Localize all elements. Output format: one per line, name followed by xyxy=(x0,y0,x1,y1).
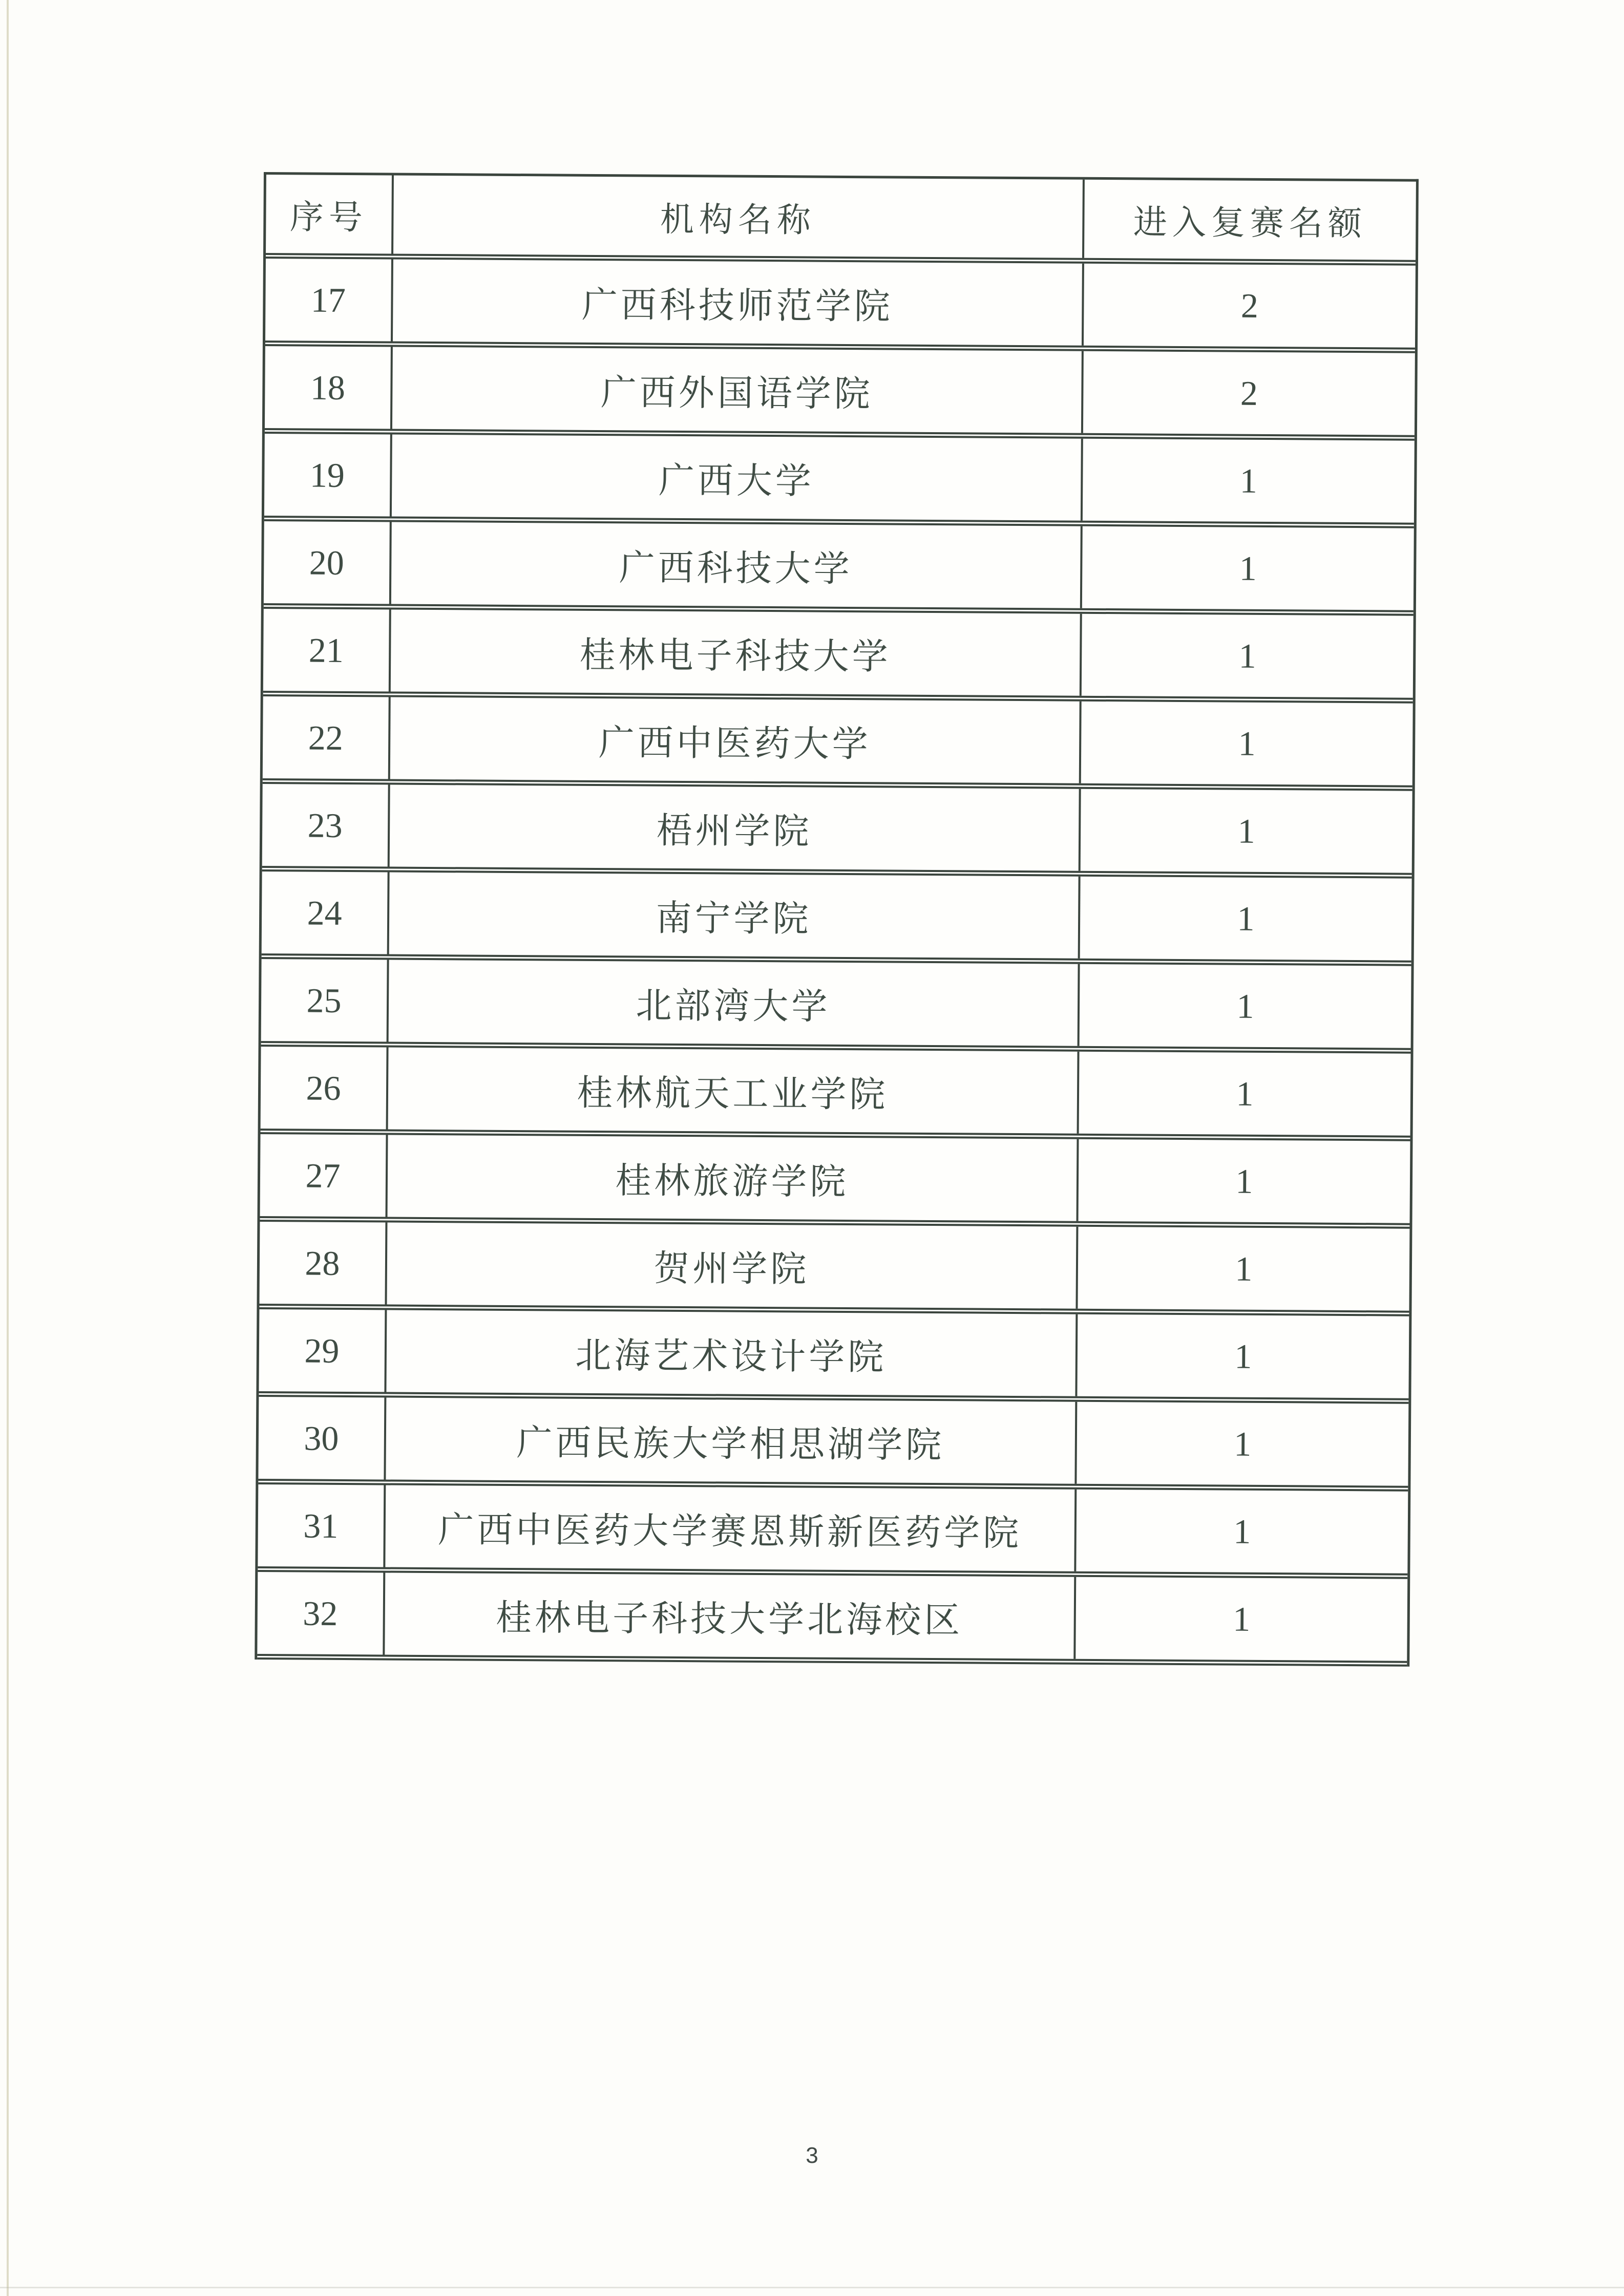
cell-quota: 1 xyxy=(1232,1599,1251,1639)
cell-quota: 2 xyxy=(1240,286,1259,325)
table-row xyxy=(265,259,1416,353)
cell-quota: 1 xyxy=(1234,1424,1252,1463)
scan-edge-artifact-bottom xyxy=(0,2287,1624,2288)
cell-name: 广西科技师范学院 xyxy=(393,260,1084,346)
cell-name: 桂林旅游学院 xyxy=(387,1135,1079,1221)
cell-name: 广西中医药大学赛恩斯新医药学院 xyxy=(385,1485,1077,1571)
table-row xyxy=(263,696,1413,791)
table-row xyxy=(261,1047,1411,1141)
page-number: 3 xyxy=(806,2143,818,2168)
cell-no: 28 xyxy=(259,1222,387,1305)
cell-name: 广西外国语学院 xyxy=(392,347,1084,433)
cell-quota: 2 xyxy=(1240,373,1258,413)
cell-quota: 1 xyxy=(1237,811,1255,851)
cell-quota: 1 xyxy=(1238,724,1256,763)
cell-quota: 1 xyxy=(1237,899,1255,938)
header-cell-name: 机构名称 xyxy=(393,176,1085,258)
table-row xyxy=(264,434,1415,528)
table-row xyxy=(257,1572,1407,1667)
cell-no: 26 xyxy=(261,1047,389,1130)
cell-name: 贺州学院 xyxy=(387,1223,1078,1309)
cell-name: 广西中医药大学 xyxy=(390,697,1082,783)
cell-quota: 1 xyxy=(1234,1336,1252,1376)
cell-no: 17 xyxy=(265,259,393,342)
table-row xyxy=(260,1134,1410,1229)
cell-no: 25 xyxy=(261,959,389,1042)
table-body xyxy=(257,259,1416,1667)
table-row xyxy=(258,1484,1408,1579)
scan-edge-artifact-left xyxy=(7,0,9,2296)
cell-no: 31 xyxy=(258,1484,386,1567)
header-cell-quota: 进入复赛名额 xyxy=(1133,204,1367,243)
cell-no: 32 xyxy=(257,1572,385,1655)
table-row xyxy=(259,1222,1409,1316)
cell-quota: 1 xyxy=(1236,986,1254,1026)
cell-quota: 1 xyxy=(1236,1074,1254,1113)
table-header-row xyxy=(266,175,1416,266)
cell-no: 24 xyxy=(262,871,390,954)
cell-name: 北海艺术设计学院 xyxy=(386,1310,1078,1396)
cell-quota: 1 xyxy=(1239,461,1258,500)
table-row xyxy=(261,959,1411,1054)
cell-quota: 1 xyxy=(1235,1161,1253,1201)
cell-no: 27 xyxy=(260,1134,388,1217)
table-row xyxy=(258,1397,1408,1492)
cell-name: 桂林航天工业学院 xyxy=(388,1048,1079,1134)
quota-table xyxy=(255,172,1419,1667)
cell-quota: 1 xyxy=(1233,1512,1251,1551)
cell-name: 北部湾大学 xyxy=(389,960,1080,1046)
table-row xyxy=(262,784,1412,879)
cell-name: 桂林电子科技大学北海校区 xyxy=(385,1573,1076,1659)
cell-no: 29 xyxy=(259,1309,387,1392)
table-row xyxy=(259,1309,1409,1404)
table-row xyxy=(265,346,1415,441)
header-cell-no: 序号 xyxy=(266,175,394,254)
cell-no: 21 xyxy=(263,609,391,692)
cell-no: 23 xyxy=(262,784,390,867)
cell-quota: 1 xyxy=(1238,636,1256,675)
table-row xyxy=(264,521,1414,616)
cell-name: 广西大学 xyxy=(392,435,1083,521)
table-row xyxy=(263,609,1414,704)
cell-name: 桂林电子科技大学 xyxy=(391,610,1082,696)
cell-name: 南宁学院 xyxy=(389,873,1081,959)
table-row xyxy=(262,871,1412,966)
cell-no: 18 xyxy=(265,346,393,429)
cell-no: 30 xyxy=(258,1397,386,1480)
cell-no: 20 xyxy=(264,521,392,604)
cell-no: 22 xyxy=(263,696,391,779)
cell-no: 19 xyxy=(264,434,392,517)
cell-quota: 1 xyxy=(1235,1249,1253,1288)
cell-quota: 1 xyxy=(1239,548,1257,588)
cell-name: 梧州学院 xyxy=(390,785,1081,871)
cell-name: 广西科技大学 xyxy=(391,522,1083,608)
cell-name: 广西民族大学相思湖学院 xyxy=(386,1398,1077,1484)
